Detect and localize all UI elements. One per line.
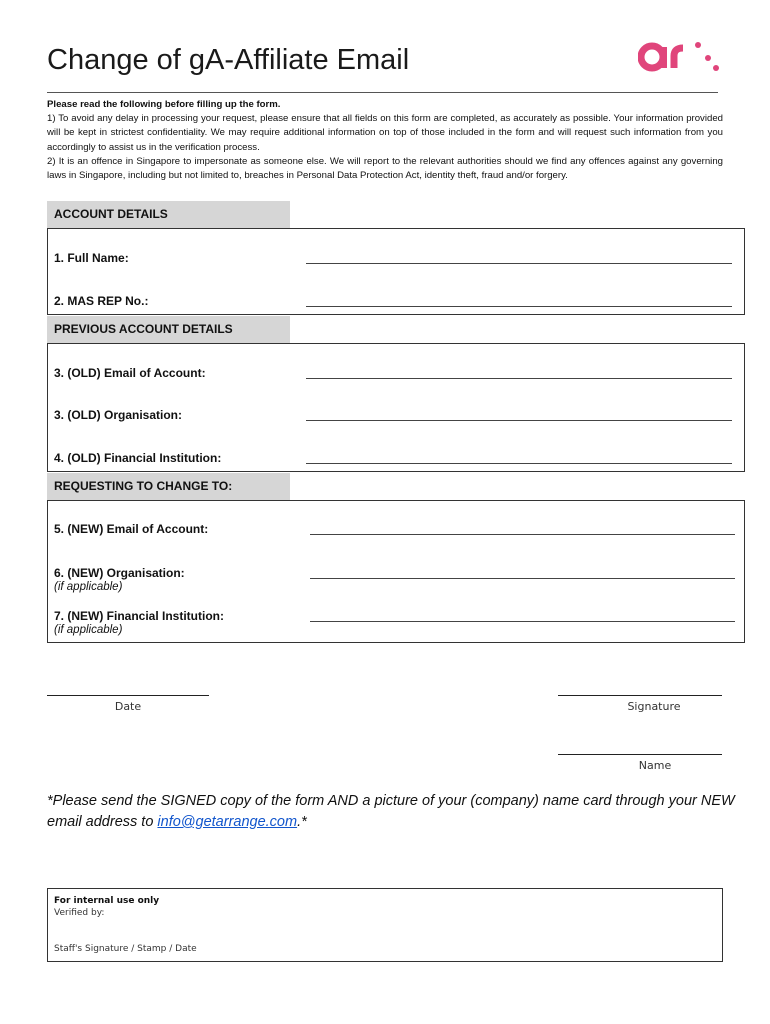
note-text: *Please send the SIGNED copy of the form AND a picture of your (company) name card through your NEW email address to bbox=[47, 793, 735, 830]
new-financial-institution-line[interactable] bbox=[310, 621, 735, 622]
name-caption: Name bbox=[638, 759, 672, 772]
old-organisation-line[interactable] bbox=[306, 420, 732, 421]
field-label-full-name: 1. Full Name: bbox=[54, 251, 129, 265]
field-label-mas-rep-no: 2. MAS REP No.: bbox=[54, 294, 149, 308]
section-heading-requesting-change: REQUESTING TO CHANGE TO: bbox=[47, 473, 290, 500]
arrange-logo-icon bbox=[638, 38, 724, 78]
verified-by-label: Verified by: bbox=[54, 908, 105, 918]
internal-use-box bbox=[47, 888, 723, 962]
instruction-point-2: 2) It is an offence in Singapore to impersonate as someone else. We will report to the relevant authorities should we find any offences against any governing laws in Singapore, including but not limited to, breaches in Personal Data Protection Act, identity theft, fraud and/or forgery. bbox=[47, 155, 723, 182]
field-label-old-financial-institution: 4. (OLD) Financial Institution: bbox=[54, 451, 222, 465]
section-heading-previous-account: PREVIOUS ACCOUNT DETAILS bbox=[47, 316, 290, 343]
signature-caption: Signature bbox=[627, 700, 681, 713]
instruction-point-1: 1) To avoid any delay in processing your request, please ensure that all fields on this form are completed, as accurately as possible. Your information provided will be kept in strictest confidentiality. We may require additional information on top of those included in the form and will request such information from you accordingly to assist us in the verification process. bbox=[47, 113, 723, 153]
old-email-line[interactable] bbox=[306, 378, 732, 379]
mas-rep-no-line[interactable] bbox=[306, 306, 732, 307]
submission-note bbox=[47, 791, 737, 833]
instructions bbox=[47, 98, 723, 183]
date-caption: Date bbox=[114, 700, 142, 713]
instructions-heading: Please read the following before filling up the form. bbox=[47, 99, 281, 110]
note-end: .* bbox=[297, 814, 307, 830]
new-organisation-label: 6. (NEW) Organisation: bbox=[54, 566, 185, 580]
page-title: Change of gA-Affiliate Email bbox=[47, 44, 410, 76]
name-line[interactable] bbox=[558, 754, 722, 755]
old-financial-institution-line[interactable] bbox=[306, 463, 732, 464]
field-label-old-organisation: 3. (OLD) Organisation: bbox=[54, 408, 183, 422]
section-heading-account-details: ACCOUNT DETAILS bbox=[47, 201, 290, 228]
signature-line[interactable] bbox=[558, 695, 722, 696]
field-label-new-financial-institution bbox=[54, 609, 224, 636]
title-divider bbox=[47, 92, 718, 93]
staff-signature-label: Staff's Signature / Stamp / Date bbox=[54, 944, 197, 954]
contact-email-link[interactable]: info@getarrange.com bbox=[157, 814, 298, 830]
field-label-old-email: 3. (OLD) Email of Account: bbox=[54, 366, 206, 380]
new-financial-institution-label: 7. (NEW) Financial Institution: bbox=[54, 609, 224, 623]
full-name-line[interactable] bbox=[306, 263, 732, 264]
new-financial-institution-hint: (if applicable) bbox=[54, 624, 123, 636]
new-email-line[interactable] bbox=[310, 534, 735, 535]
new-organisation-line[interactable] bbox=[310, 578, 735, 579]
section-account-details bbox=[47, 228, 745, 315]
field-label-new-email: 5. (NEW) Email of Account: bbox=[54, 522, 209, 536]
internal-use-heading: For internal use only bbox=[54, 896, 160, 906]
new-organisation-hint: (if applicable) bbox=[54, 581, 123, 593]
field-label-new-organisation bbox=[54, 566, 185, 593]
date-line[interactable] bbox=[47, 695, 209, 696]
